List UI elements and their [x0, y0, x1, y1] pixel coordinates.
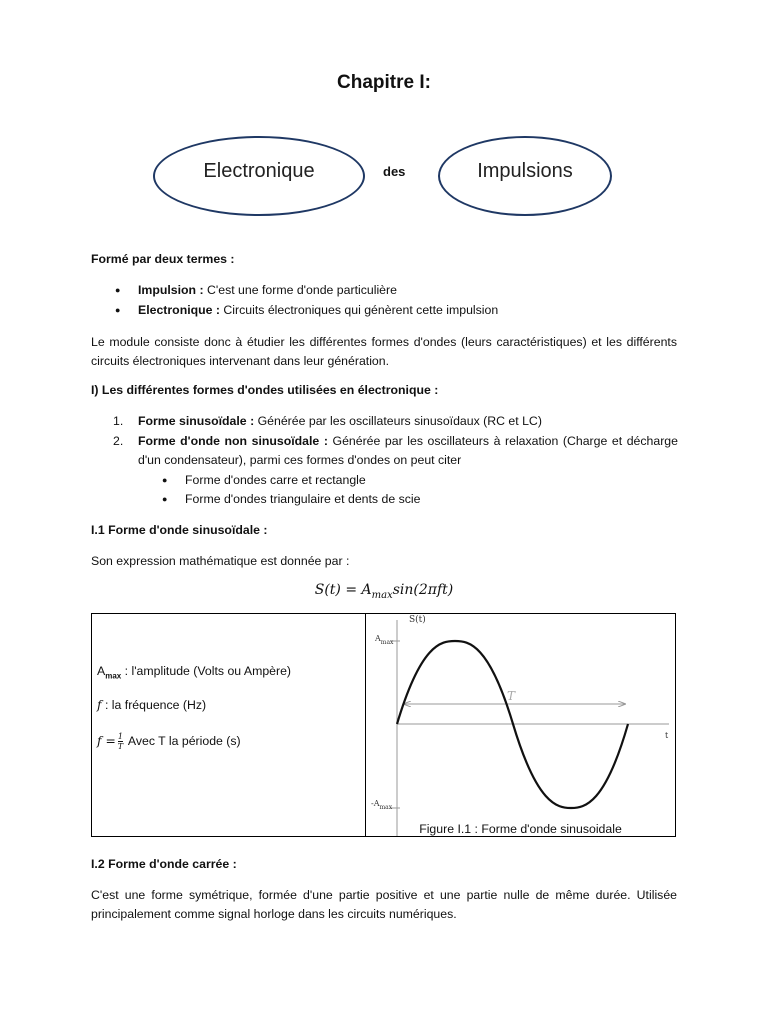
- section1-item-2-term: Forme d'onde non sinusoïdale :: [138, 434, 328, 448]
- section1-item-1-text: Générée par les oscillateurs sinusoïdaux (RC et LC): [254, 414, 542, 428]
- intro-item-2-term: Electronique :: [138, 303, 220, 317]
- chapter-title: Chapitre I:: [337, 72, 431, 93]
- intro-paragraph: Le module consiste donc à étudier les différentes formes d'ondes (leurs caractéristiques) et les différents circuits électroniques intervenant dans leur génération.: [91, 335, 677, 368]
- section1-item-1: [113, 412, 678, 431]
- intro-item-2: [138, 301, 678, 320]
- intro-item-1-text: C'est une forme d'onde particulière: [203, 283, 397, 297]
- expression-intro: Son expression mathématique est donnée par :: [91, 554, 350, 568]
- period-label: T: [507, 689, 516, 703]
- section1-item-1-term: Forme sinusoïdale :: [138, 414, 255, 428]
- section11-heading: I.1 Forme d'onde sinusoïdale :: [91, 523, 268, 537]
- sine-wave-figure: [366, 614, 675, 836]
- neg-amax-label: $-A_{max}$: [371, 799, 393, 811]
- intro-item-2-text: Circuits électroniques qui génèrent cette impulsion: [220, 303, 499, 317]
- section1-subitem-2: Forme d'ondes triangulaire et dents de scie: [185, 492, 421, 506]
- item-number: 2.: [113, 434, 124, 448]
- banner-left-word: Electronique: [203, 159, 315, 182]
- intro-heading: Formé par deux termes :: [91, 252, 235, 266]
- amax-label: $A_{max}$: [375, 634, 394, 646]
- section1-item-2: [113, 432, 678, 470]
- intro-item-1-term: Impulsion :: [138, 283, 204, 297]
- section12-heading: I.2 Forme d'onde carrée :: [91, 857, 237, 871]
- def-frequency: f : la fréquence (Hz): [97, 698, 207, 712]
- def-period: f = $\frac{1}{T}$ Avec T la période (s): [97, 732, 241, 752]
- banner-ellipse-right: [438, 136, 612, 216]
- sine-formula: $S(t) = A_{max}\sin(2\pi ft)$: [314, 582, 454, 601]
- item-number: 1.: [113, 414, 124, 428]
- figure-caption: Figure I.1 : Forme d'onde sinusoidale: [419, 822, 622, 836]
- banner-right-word: Impulsions: [477, 159, 573, 182]
- intro-item-1: [138, 281, 678, 300]
- fraction-1-over-T: $\frac{1}{T}$: [117, 732, 124, 752]
- banner-ellipse-left: [153, 136, 365, 216]
- banner-middle-word: des: [383, 164, 406, 179]
- section12-paragraph: C'est une forme symétrique, formée d'une partie positive et une partie nulle de même durée. Utilisée principalement comme signal horloge dans les circuits numériques.: [91, 888, 677, 921]
- def-amplitude: $A_{max}$ : l'amplitude (Volts ou Ampère): [97, 664, 292, 681]
- section1-heading: I) Les différentes formes d'ondes utilisées en électronique :: [91, 383, 439, 397]
- y-axis-label: S(t): [409, 615, 426, 625]
- x-axis-label: t: [665, 731, 669, 740]
- section1-subitem-1: Forme d'ondes carre et rectangle: [185, 473, 366, 487]
- section1-item-2-text: Générée par les oscillateurs à relaxation (Charge et décharge d'un condensateur), parmi ces formes d'ondes on peut citer: [138, 434, 678, 467]
